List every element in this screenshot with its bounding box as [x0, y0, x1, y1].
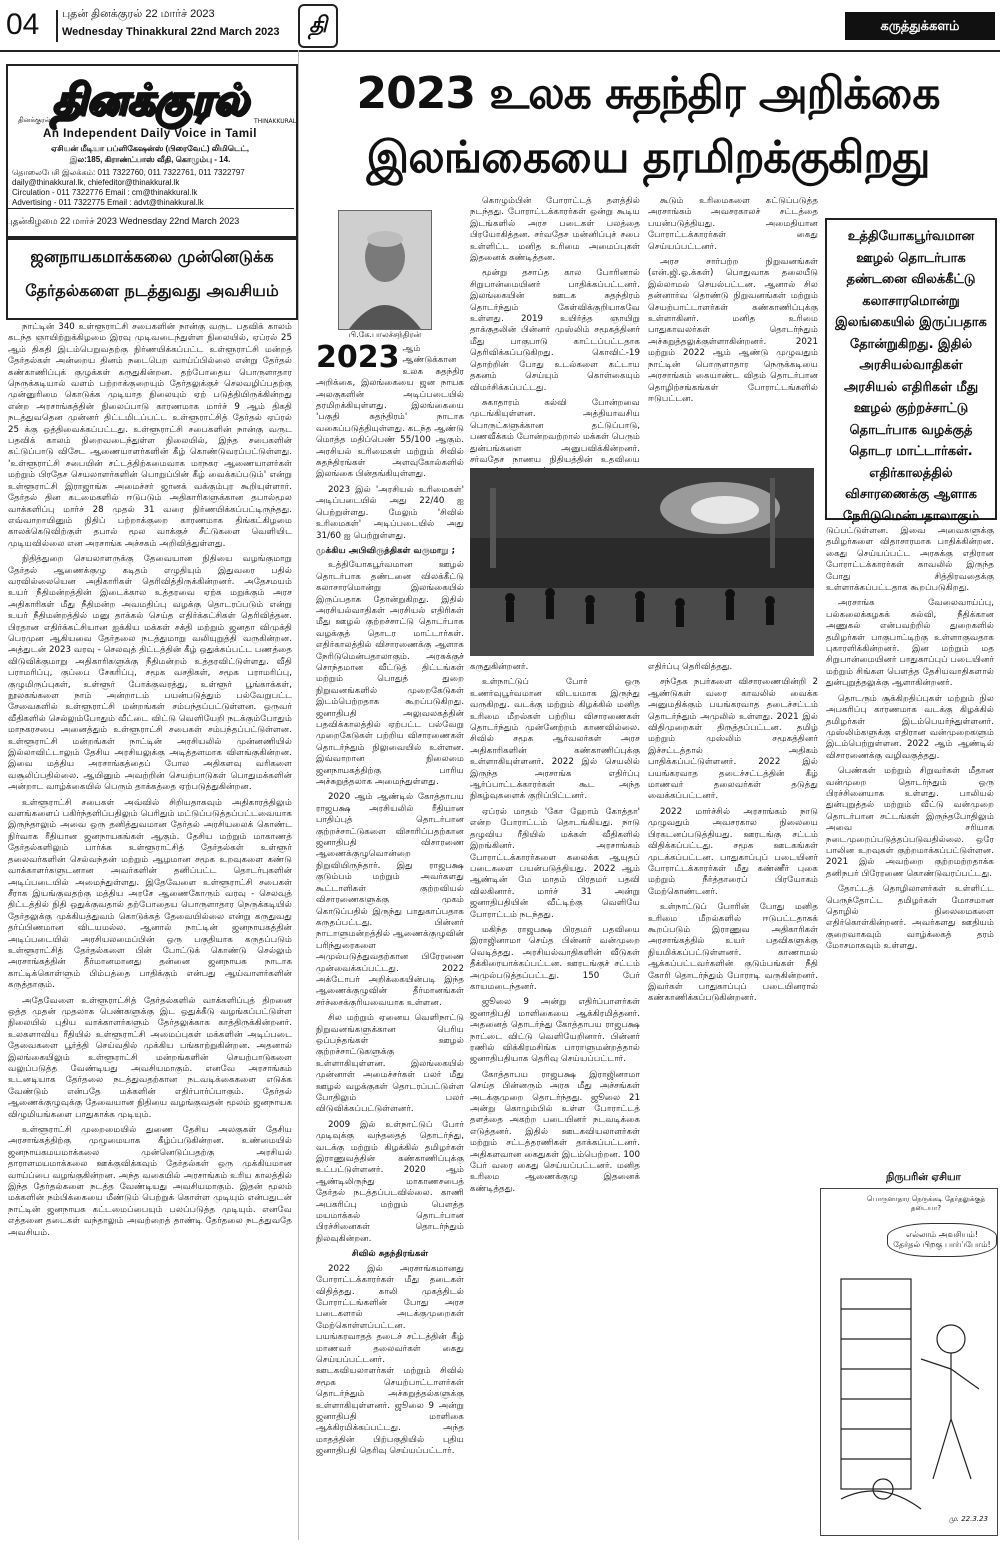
masthead-logo-sub: தினக்குரல் — [18, 116, 51, 124]
column2-paragraph: ஜூலை 9 அன்று எதிர்ப்பாளர்கள் ஜனாதிபதி மாளிகையை ஆக்கிரமித்தனர். அதனைத் தொடர்ந்து கோத்தாபய ராஜபக்ஷ நாட்டை விட்டு வெளியேறினார். பின்னர் ரணில் விக்கிரமசிங்க பாராளுமன்றத்தால் ஜனாதிபதியாக தெரிவு செய்யப்பட்டார். — [470, 997, 640, 1065]
column2-paragraph: கோத்தாபய ராஜபக்ஷ இராஜினாமா செய்த பின்னரும் அரசு மீது அச்சங்கள் அடக்குமுறை தொடர்ந்தது. ஜூலை 21 அன்று கொழும்பில் உள்ள போராட்டத் தளத்தை அகற்ற படையினர் நடவடிக்கை எடுத்தனர். இதில் ஊடகவியலாளர்கள் மற்றும் சட்டத்தரணிகள் தாக்கப்பட்டனர். அதிகளவான கைதுகள் இடம்பெற்றன. 100 பேர் வரை கைது செய்யப்பட்டனர். மனித உரிமை ஆணைக்குழு இதனைக் கண்டித்தது. — [470, 1069, 640, 1194]
headline-line2: இலங்கையை தரமிறக்குகிறது — [366, 132, 930, 183]
address-line: இல:185, கிராண்ட்பாஸ் வீதி, கொழும்பு - 14. — [69, 155, 231, 164]
header-date-english: Wednesday Thinakkural 22nd March 2023 — [62, 26, 280, 38]
column1-intro: ஆம் ஆண்டுக்கான உலக சுதந்திர அறிக்கை, இலங்கையை ஜன நாயக அலகுகளின் அடிப்படையில் தரமிறக்கியுள்ளது. இலங்கையை 'பகுதி சுதந்திரம்' நாடாக வகைப்படுத்தியுள்ளது. கடந்த ஆண்டு மொத்த மதிப்பெண் 55/100 ஆகும். அரசியல் உரிமைகள் மற்றும் சிவில் சுதந்திரங்கள் அளவுகோல்களில் இலங்கை பின்தங்கியுள்ளது. — [316, 344, 464, 480]
column-divider — [298, 50, 299, 1540]
subheading: சிவில் சுதந்திரங்கள் — [351, 1249, 429, 1260]
publisher-line: ஏசியன் மீடியா பப்ளிகேஷன்ஸ் (பிரைவேட்) லிமிடெட், — [51, 144, 249, 153]
masthead-logo: தினக்குரல் — [52, 75, 248, 124]
column2-paragraph: கருதுகின்றனர். — [470, 662, 529, 672]
column1-paragraph: 2023 இல் 'அரசியல் உரிமைகள்' அடிப்படையில் அது 22/40 ஐ பெற்றுள்ளது. மேலும் 'சிவில் உரிமைகள்' அடிப்படையில் அது 31/60 ஐ பெற்றுள்ளது. — [316, 484, 464, 541]
circulation-line: Circulation - 011 7322776 Email : cm@thinakkural.lk — [12, 188, 198, 197]
advertising-line: Advertising - 011 7322775 Email : advt@thinakkural.lk — [12, 198, 204, 207]
cartoon-caption: பொருளாதார நெருக்கடி தேர்தலுக்குத் தடையா? — [866, 1195, 986, 1212]
article-column-3-top — [648, 196, 818, 462]
column3-paragraph: அரச சார்பற்ற நிறுவனங்கள் (என்.ஜி.ஓ.க்கள்) பொதுவாக தலையீடு இல்லாமல் செயல்பட்டன. ஆனால் சில தன்னார்வ தொண்டு நிறுவனங்கள் மற்றும் செயற்பாட்டாளர்கள் கண்காணிப்புக்கு உள்ளாகினர். மனித உரிமை பாதுகாவலர்கள் தொடர்ந்தும் அச்சுறுத்தலுக்குள்ளாகின்றனர். 2021 மற்றும் 2022 ஆம் ஆண்டு முழுவதும் நாட்டின் பொருளாதார நெருக்கடியை அரசாங்கம் கையாண்ட விதம் தொடர்பான தொழிற்சங்கங்கள் போராட்டங்களில் ஈடுபட்டன. — [648, 257, 818, 404]
header-date-tamil: புதன் தினக்குரல் 22 மார்ச் 2023 — [62, 8, 215, 20]
column1-paragraph: உத்தியோகபூர்வமான ஊழல் தொடர்பாக தண்டனை விலக்கீட்டு கலாசாரமொன்று இலங்கையில் இருப்பதாக தோன்றுகிறது. இதில் அரசியல்வாதிகள் அரசியல் எதிரிகள் மீது ஊழல் குற்றச்சாட்டு தொடர்பாக வழக்குத் தொடர மாட்டார்கள். எதிர்காலத்தில் விசாரணைக்கு ஆளாக நேரிடுமென்பதாலாகும். அரசுக்குச் சொந்தமான வீட்டுத் திட்டங்கள் மற்றும் பொதுத் துறை நிறுவனங்களில் முறைகேடுகள் இடம்பெற்றதாக கூறப்படுகிறது. ஜனாதிபதி அலுவலகத்தின் பதவிக்காலத்தில் ஏற்பட்ட பல்வேறு முறைகேடுகள் பற்றிய விசாரணைகள் தொடர்ந்தும் நிலுவையில் உள்ளன. இவ்வாறான நிலைமை ஜனநாயகத்திற்கு பாரிய அச்சுறுத்தலாக அமைந்துள்ளது. — [316, 560, 464, 788]
column3-paragraph: 2022 மார்ச்சில் அரசாங்கம் நாடு முழுவதும் அவசரகால நிலையை பிரகடனப்படுத்தியது. ஊரடங்கு சட்டம் விதிக்கப்பட்டது. சமூக ஊடகங்கள் முடக்கப்பட்டன. பாதுகாப்புப் படையினர் போராட்டக்காரர்கள் மீது கண்ணீர் புகை மற்றும் நீர்த்தாரைப் பிரயோகம் மேற்கொண்டனர். — [648, 806, 818, 897]
column2-paragraph: சுகாதாரம் கல்வி போன்றவை முடங்கியுள்ளன. அத்தியாவசிய பொருட்களுக்கான தட்டுப்பாடு, பணவீக்கம் போன்றவற்றால் மக்கள் பெரும் துன்பங்களை அனுபவிக்கின்றனர். சர்வதேச நாணய நிதியத்தின் உதவியை — [470, 397, 640, 465]
column1-paragraph: 2022 இல் அரசாங்கமானது போராட்டக்காரர்கள் மீது தடைகள் விதித்தது. காலி முகத்திடல் போராட்டங்களின் போது அரச படைகளால் அடக்குமுறைகள் மேற்கொள்ளப்பட்டன. பயங்கரவாதத் தடைச் சட்டத்தின் கீழ் மாணவர் தலைவர்கள் கைது செய்யப்பட்டனர். ஊடகவியலாளர்கள் மற்றும் சிவில் சமூக செயற்பாட்டாளர்கள் தொடர்ந்தும் அச்சுறுத்தல்களுக்கு உள்ளாகியுள்ளனர். ஜூலை 9 அன்று ஜனாதிபதி மாளிகை ஆக்கிரமிக்கப்பட்டது. அந்த மாதத்தின் பிற்பகுதியில் புதிய ஜனாதிபதி தெரிவு செய்யப்பட்டார். — [316, 1263, 464, 1457]
editorial-title-line1: ஜனநாயகமாக்கலை முன்னெடுக்க — [30, 247, 274, 266]
article-column-1 — [316, 340, 464, 1534]
column2-paragraph: மூன்று தசாப்த கால போரினால் சிறுபான்மையினர் பாதிக்கப்பட்டனர். இலங்கையின் ஊடக சுதந்திரம் தொடர்ந்தும் கேள்விக்குறியாகவே உள்ளது. 2019 உயிர்த்த ஞாயிறு தாக்குதலின் பின்னர் முஸ்லிம் சமூகத்தினர் மீது பாகுபாடு காட்டப்பட்டதாக தெரிவிக்கப்படுகிறது. கொவிட்-19 தொற்றின் போது உடல்களை கட்டாய தகனம் செய்யும் கொள்கையும் விமர்சிக்கப்பட்டது. — [470, 268, 640, 393]
editorial-cartoon — [820, 1188, 998, 1536]
column3-paragraph: உள்நாட்டுப் போரின் போது மனித உரிமை மீறல்களில் ஈடுபட்டதாகக் கூறப்படும் இராணுவ அதிகாரிகள் அரசாங்கத்தில் உயர் பதவிகளுக்கு நியமிக்கப்பட்டுள்ளனர். காணாமல் ஆக்கப்பட்டவர்களின் குடும்பங்கள் நீதி கோரி தொடர்ந்தும் போராடி வருகின்றனர். இவர்கள் பாதுகாப்புப் படையினரால் கண்காணிக்கப்படுகின்றனர். — [648, 902, 818, 1004]
pull-quote — [825, 218, 997, 524]
article-column-2-bottom — [470, 662, 640, 1534]
page-number: 04 — [6, 8, 40, 41]
date-bar-text: புதன்கிழமை 22 மார்ச் 2023 Wednesday 22nd March 2023 — [6, 216, 240, 226]
column4-paragraph: தொடரும் சூக்கிறதிப்புகள் மற்றும் நில அபகரிப்பு காரணமாக வடக்கு கிழக்கில் தமிழர்கள் இடம்பெயர்ந்துள்ளனர். முஸ்லிம்களுக்கு எதிரான வன்முறைகளும் இடம்பெற்றுள்ளன. 2022 ஆம் ஆண்டில் விசாரணைக்கு வழிவகுத்தது. — [826, 693, 994, 761]
byline: நிருபரின் ஏசியா — [886, 1172, 961, 1183]
article-column-3-bottom — [648, 662, 818, 1534]
column2-paragraph: ஏப்ரல் மாதம் 'கோ ஹோம் கோத்தா' என்ற போராட்டம் தொடங்கியது. நாடு தழுவிய ரீதியில் மக்கள் வீதிகளில் இறங்கினர். அரசாங்கம் போராட்டக்காரர்களை கலைக்க ஆயுதப் படைகளை பயன்படுத்தியது. 2022 ஆம் ஆண்டின் மே மாதம் பிரதமர் பதவி விலகினார். மார்ச் 31 அன்று ஜனாதிபதியின் வீட்டிற்கு வெளியே போராட்டம் நடந்தது. — [470, 806, 640, 920]
column1-paragraph: சில மற்றும் ஏனைய வெளிநாட்டு நிறுவனங்களுக்கான பெரிய ஒப்பந்தங்கள் ஊழல் குற்றச்சாட்டுகளுக்கு உள்ளாகியுள்ளன. இலங்கையில் முன்னாள் அமைச்சர்கள் பலர் மீது ஊழல் வழக்குகள் தொடரப்பட்டுள்ள போதிலும் பலர் விடுவிக்கப்பட்டுள்ளனர். — [316, 1013, 464, 1115]
editorial-paragraph: நாட்டின் 340 உள்ளூராட்சி சபைகளின் நான்கு வருட பதவிக் காலம் கடந்த ஞாயிற்றுக்கிழமை இரவு முடிவடைந்துள்ள நிலையில், ஏப்ரல் 25 ஆம் திகதி இடம்பெறுவதற்கு நிர்ணயிக்கப்பட்ட உள்ளூராட்சி மன்றத் தேர்தல்கள் அன்றைய தினம் நடைபெற வாய்ப்பில்லை என்று தேர்தல் கண்காணிப்புக் குழுக்கள் கருதுகின்றன. தற்போதைய பொருளாதார நெருக்கடியால் வளம் பற்றாக்குறையும் தேர்தலுக்குச் செலவழிப்பதற்கு முன்னுரிமை கொடுக்க முடியாத நிலையும் ஏற் படுத்தியிருக்கின்றது என்ற அரசாங்கத்தின் நிலைப்பாடு காரணமாக மார்ச் 9 ஆம் திகதி நடத்துவதென முன்னர் திட்டமிடப்பட்ட உள்ளூராட்சித் தேர்தல் ஏப்ரல் 25 க்கு ஒத்திவைக்கப்பட்டது. உள்ளூராட்சி சபைகளின் நான்கு வருட பதவிக் காலம் நிறைவடைந்துள்ள நிலையில், இந்த சபைகளின் கட்டுப்பாடு விசேட ஆணையாளர்களின் கீழ் கொண்டுவரப்பட்டுள்ளது. 'உள்ளூராட்சி சபையின் சட்டத்திற்கமைவாக மாநகர ஆணையாளர்கள் மற்றும் பிரதேச செயலாளர்களின் பொறுப்பின் கீழ் வைக்கப்படும்' என்று உள்ளூராட்சி இராஜாங்க அமைச்சர் ஜானக் வக்கும்புர கூறியுள்ளார். தேர்தல் தின கடமைகளில் ஈடுபடும் அதிகாரிகளுக்கான தபால்மூல வாக்களிப்பு மார்ச் 28 முதல் 31 வரை நிர்ணயிக்கப்பட்டிருந்தது. எவ்வாறாயினும் நிதிப் பற்றாக்குறை காரணமாக திங்கட்கிழமை காலக்கெடுவிற்குள் தபால் மூல வாக்குச் சீட்டுகளை வெளியிட முடியவில்லை என அரசாங்க அச்சகம் அறிவித்துள்ளது. — [8, 322, 292, 549]
article-column-2-top — [470, 196, 640, 465]
editorial-body — [8, 322, 292, 1532]
section-label: கருத்துக்களம் — [845, 12, 995, 40]
column1-paragraph: 2020 ஆம் ஆண்டில் கோத்தாபய ராஜபக்ஷ அரசியலில் ரீதியான பாதிப்புத் தொடர்பான குற்றச்சாட்டுகளை விசாரிப்பதற்கான ஜனாதிபதி விசாரணை ஆணைக்குழுவொன்றை நிறுவியிருந்தார். இது ராஜபக்ஷ குடும்பம் மற்றும் அவர்களது கூட்டாளிகள் குற்றவியல் விசாரணைகளுக்கு முகம் கொடுப்பதில் இருந்து பாதுகாப்பதாக கருதப்பட்டது. பின்னர் நாடாளுமன்றத்தில் ஆணைக்குழுவின் பரிந்துரைகளை அமுல்படுத்துவதற்கான பிரேரணை முன்வைக்கப்பட்டது. 2022 அக்டோபர் அறிக்கையின்படி இந்த ஆணைக்குழுவின் தீர்மானங்கள் சர்ச்சைக்குரியவையாக உள்ளன. — [316, 792, 464, 1008]
protest-photo — [470, 468, 814, 656]
masthead-logo-sub-en: THINAKKURAL — [254, 118, 297, 125]
masthead-tagline: An Independent Daily Voice in Tamil — [43, 128, 257, 140]
headline-line1: 2023 உலக சுதந்திர அறிக்கை — [356, 68, 940, 119]
editorial-paragraph: அதேவேளை உள்ளூராட்சித் தேர்தல்களில் வாக்களிப்புத் திறனை ஒத்த முதன் முதலாக பெண்களுக்கு இட ஒதுக்கீடு வழங்கப்பட்டுள்ள நிலையில் புதிய வாக்காளர்களும் தேர்தலுக்காக காத்திருக்கின்றனர். உலகளாவிய ரீதியில் உள்ளூராட்சி அமைப்புகள் மக்களின் அடிப்படை தேவைகளை பூர்த்தி செய்வதில் முக்கிய பங்காற்றுகின்றன. அதனால் இலங்கையிலும் உள்ளூராட்சி மன்றங்களின் செயற்பாடுகளை வலுப்படுத்த வேண்டியது அவசியமாகும். எனவே அரசாங்கம் உடனடியாக தேர்தலை நடத்துவதற்கான நடவடிக்கைகளை எடுக்க வேண்டும் என்பதே மக்களின் எதிர்பார்ப்பாகும். தேர்தல் ஆணைக்குழுவுக்கு தேவையான நிதியை வழங்குவதன் மூலம் ஜனநாயக விழுமியங்களை பாதுகாக்க முடியும். — [8, 995, 292, 1120]
email-line: daily@thinakkural.lk, chiefeditor@thinakkural.lk — [12, 178, 180, 187]
date-bar — [6, 208, 294, 233]
phone-line: தொலைபேசி இலக்கம்: 011 7322760, 011 7322761, 011 7322797 — [12, 168, 245, 177]
author-name: பி.கே.பாலச்சந்திரன் — [348, 330, 422, 339]
column1-paragraph: 2009 இல் உள்நாட்டுப் போர் முடிவுக்கு வந்ததைத் தொடர்ந்து, வடக்கு மற்றும் கிழக்கில் தமிழர்கள் இராணுவத்தின் கண்காணிப்புக்கு உட்பட்டுள்ளனர். 2020 ஆம் ஆண்டிலிருந்து மாகாணசபைத் தேர்தல் நடத்தப்படவில்லை. காணி அபகரிப்பு மற்றும் பௌத்த மயமாக்கல் தொடர்பான பிரச்சினைகள் தொடர்ந்தும் நிலவுகின்றன. — [316, 1119, 464, 1244]
pull-quote-text: உத்தியோகபூர்வமான ஊழல் தொடர்பாக தண்டனை விலக்கீட்டு கலாசாரமொன்று இலங்கையில் இருப்பதாக தோன்றுகிறது. இதில் அரசியல்வாதிகள் அரசியல் எதிரிகள் மீது ஊழல் குற்றச்சாட்டு தொடர்பாக வழக்குத் தொடர மாட்டார்கள். எதிர்காலத்தில் விசாரணைக்கு ஆளாக நேரிடுமென்பதாலாகும் — [835, 229, 987, 524]
column3-paragraph: எதிர்ப்பு தெரிவித்தது. — [648, 662, 733, 672]
author-photo — [338, 210, 432, 330]
column2-paragraph: உள்நாட்டுப் போர் ஒரு உணர்வுபூர்வமான விடயமாக இருந்து வருகிறது. வடக்கு மற்றும் கிழக்கில் மனித உரிமை மீறல்கள் பற்றிய விசாரணைகள் தொடர்ந்தும் முன்னேற்றம் காணவில்லை. சிவில் சமூக ஆர்வலர்கள் அரச அதிகாரிகளின் கண்காணிப்புக்கு உள்ளாகியுள்ளனர். 2022 இல் செயலில் இருந்த அரசாங்க எதிர்ப்பு ஆர்ப்பாட்டக்காரர்கள் கூட அந்த நிகழ்வுகளைக் குறிப்பிட்டனர். — [470, 677, 640, 802]
editorial-paragraph: உள்ளூராட்சி முறைமையில் துணை தேசிய அலகுகள் தேசிய அரசாங்கத்திற்கு முழுமையாக கீழ்ப்படுகின்றன. உண்மையில் ஜனநாயகமயமாக்கலை முன்னெடுப்பதற்கு அரசியல் தாராளமயமாக்கலை ஊக்குவிக்கவும் தேர்தல்கள் ஒரு முக்கியமான வாய்ப்பை வழங்குகின்றன. அந்த வகையில் அரசாங்கம் உரிய காலத்தில் இந்த தேர்தல்களை நடத்த வேண்டியது அவசியமாகும். இதன் மூலம் மக்களின் நம்பிக்கையை மீண்டும் பெற்றுக் கொள்ள முடியும் என்பதுடன் நாட்டின் ஜனநாயக கட்டமைப்பையும் பலப்படுத்த முடியும். எனவே எத்தனை தடைகள் வந்தாலும் அவற்றைத் தாண்டி தேர்தலை நடத்துவதே அவசியம். — [8, 1125, 292, 1238]
small-logo-icon: தி — [298, 4, 338, 48]
cartoon-signature: மு. 22.3.23 — [949, 1515, 988, 1523]
dropcap: 2023 — [316, 340, 400, 375]
editorial-title-box — [6, 238, 298, 320]
article-column-4 — [826, 526, 994, 1166]
article-headline — [300, 62, 996, 192]
page-number-divider — [56, 10, 58, 42]
editorial-paragraph: நிதித்துறை செயலாளருக்கு தேவையான நிதியை வழங்குமாறு தேர்தல் ஆணைக்குழு கடிதம் எழுதியும் இதுவரை பதில் வரவில்லையென அதிகாரிகள் தெரிவித்திருக்கின்றனர். அதேசமயம் உயர் நீதிமன்றத்தின் இடைக்கால உத்தரவை ஏற்க மறுக்கும் அரச அதிகாரிகள் மீது நீதிமன்ற அவமதிப்பு வழக்கு தொடரப்படும் என்று உயர் நீதிமன்றத்தில் மனு தாக்கல் செய்த எதிர்க்கட்சிகள் தெரிவித்தன. பிரதான எதிர்க்கட்சியான ஐக்கிய மக்கள் சக்தி மற்றும் ஜனதா விமுக்தி பெரமுன ஆகியவை தேர்தலை நடத்துமாறு வலியுறுத்தி வருகின்றன. அத்துடன் 2023 வரவு - செலவுத் திட்டத்தின் கீழ் ஒதுக்கப்பட்ட பணத்தை விடுவிக்குமாறு அதிகாரிகளுக்கு நீதிமன்றம் உத்தரவிட்டுள்ளது. வீதி பராமரிப்பு, குப்பை சேகரிப்பு, சமூக வசதிகள், சமூக பராமரிப்பு, குழுமிருப்புகள், உள்ளூர் போக்குவரத்து, உள்ளூர் பூங்காக்கள், நூலகங்களை நாம் அன்றாடம் பயன்படுத்தும் பல்வேறுபட்ட சேவைகளில் உள்ளூராட்சி மன்றங்கள் சம்பந்தப்பட்டுள்ளன. ஒருவர் வீதிகளில் செல்லும்போதும் வீட்டை விட்டு வெளியேறி நடக்கும்போதும் மாநகரசபை அனைத்தும் உள்ளூராட்சி சபைகள் சம்பந்தப்பட்டுள்ளன. உள்ளூராட்சி மன்றங்கள் நாட்டின் அரசியலில் முன்னணியில் இல்லாவிட்டாலும் தேசிய அரசியலுக்கு அடித்தளமாக விளங்குகின்றன. இவை மத்திய அரசாங்கத்தைப் போல அதிகளவு வரிகளை வசூலிப்பதில்லை. ஆயினும் அவற்றின் செயற்பாடுகள் பொதுமக்களின் அன்றாட வாழ்க்கையில் பெரும் தாக்கத்தை ஏற்படுத்துகின்றன. — [8, 554, 292, 793]
subheading: முக்கிய அபிவிருத்திகள் வருமாறு ; — [316, 545, 456, 556]
column4-paragraph: தோட்டத் தொழிலாளர்கள் உள்ளிட்ட பெருந்தோட்ட தமிழர்கள் மோசமான தொழில் நிலைமைகளை எதிர்கொள்கின்றனர். அவர்களது ஊதியம் குறைவாகவும் வாழ்க்கைத் தரம் மோசமாகவும் உள்ளது. — [826, 884, 994, 952]
editorial-paragraph: உள்ளூராட்சி சபைகள் அவ்வில் சிறியதாகவும் அதிகாரத்திலும் வளங்களைப் பகிர்ந்தளிப்பதிலும் பெரிதும் மட்டுப்படுத்தப்பட்டவையாக இருந்தாலும் அவை ஒரு தனித்துவமான தேர்தல் அரசியலைக் கொண்ட நிர்வாக ரீதியான ஜனநாயகங்கள் ஆகும். தேசிய மற்றும் மாகாணத் தேர்தல்களிலும் பார்க்க உள்ளூராட்சித் தேர்தல்கள் உள்ளூர் தலைவர்களின் செல்வந்தன் மற்றும் ஆழமான சமூக உறவுகளை கண்டு வாக்காளர்களுடனான அவர்களின் தனிப்பட்ட தொடர்புகளின் அடிப்படையில் அமைந்துள்ளது. இதேவேளை உள்ளூராட்சி சபைகள் சீராக இயங்குவதற்கு மத்திய அரசே ஆணைகோரும் வரவு - செலவுத் திட்டத்தில் நிதி ஒதுக்குவதால் தற்போதைய பொருளாதார நெருக்கடியில் தேர்தலுக்கு முக்கியத்துவம் கொடுக்கத் தேவையில்லை என்று கருதுவது தர்ப்பிணமான விடயமல்ல. ஆனால் நாட்டின் ஜனநாயகத்தின் அடிப்படையில் அரசியலமைப்பின் ஒரு பகுதியாக கருதப்படும் உள்ளூராட்சித் தேர்தல்களை பின் போட்டுக் கொண்டு செல்லும் அரசாங்கத்தின் தீர்மானமானது தன்னை ஜனநாயக நாடாக காட்டிக்கொள்ளும் பிம்பத்தை பாதிக்கும் என்பது ஆய்வாளர்களின் கருத்தாகும். — [8, 797, 292, 991]
column2-paragraph: மகிந்த ராஜபக்ஷ பிரதமர் பதவியை இராஜினாமா செய்த பின்னர் வன்முறை வெடித்தது. அரசியல்வாதிகளின் வீடுகள் தீக்கிரையாக்கப்பட்டன. ஊரடங்குச் சட்டம் அமுல்படுத்தப்பட்டது. 150 பேர் காயமடைந்தனர். — [470, 924, 640, 992]
column4-paragraph: பெண்கள் மற்றும் சிறுவர்கள் மீதான வன்முறை தொடர்ந்தும் ஒரு பிரச்சினையாக உள்ளது. பாலியல் துன்புறுத்தல் மற்றும் வீட்டு வன்முறை தொடர்பான சட்டங்கள் இருந்தபோதிலும் அவை சரியாக நடைமுறைப்படுத்தப்படுவதில்லை. ஒரே பாலின உறவுகள் குற்றமாக்கப்பட்டுள்ளன. 2021 இல் அவற்றை குற்றமற்றதாக்க தனிநபர் பிரேரணை கொண்டுவரப்பட்டது. — [826, 766, 994, 879]
column4-paragraph: டுப்பட்டுள்ளன. இவை அவைகளுக்கு தமிழர்களை விதாசாரமாக பாதிக்கின்றன. கைது செய்யப்பட்ட அரசுக்கு எதிரான போராட்டக்காரர்கள் காவலில் இருந்த போது சித்திரவதைக்கு உள்ளாக்கப்பட்டதாக கூறப்படுகிறது. — [826, 526, 994, 594]
column2-paragraph: கொழும்பின் போராட்டத் தளத்தில் நடந்தது. போராட்டக்காரர்கள் ஒன்று கூடிய இடங்களில் அரச படைகள் பலத்தை பிரயோகித்தன. சர்வதேச மன்னிப்புச் சபை உள்ளிட்ட மனித உரிமை அமைப்புகள் இதனைக் கண்டித்தன. — [470, 196, 640, 264]
editorial-title-line2: தேர்தல்களை நடத்துவது அவசியம் — [25, 281, 279, 300]
column3-paragraph: கூடும் உரிமைகளை கட்டுப்படுத்த அரசாங்கம் அவசரகாலச் சட்டத்தை பயன்படுத்தியது. அமைதியான போராட்டக்காரர்கள் கைது செய்யப்பட்டனர். — [648, 196, 818, 252]
column4-paragraph: அரசாங்க வேலைவாய்ப்பு, பல்கலைக்கழகக் கல்வி, நீதிக்கான அணுகல் என்பவற்றில் துறைகளில் தமிழர்கள் பாகுபாட்டிற்கு உள்ளாகுவதாக புகாரளிக்கின்றனர். இன மற்றும் மத சிறுபான்மையினர் பாதுகாப்புப் படையினர் மற்றும் சிங்கள பௌத்த தேசியவாதிகளால் துன்புறுத்தலுக்கு ஆளாகின்றனர். — [826, 598, 994, 689]
cartoon-speech-bubble: எல்லாம் அவசியம்! தேர்தல் பிறகு பார்ப்போம்! — [887, 1223, 997, 1257]
column3-paragraph: சந்தேக நபர்களை விசாரணையின்றி 2 ஆண்டுகள் வரை காவலில் வைக்க அனுமதிக்கும் பயங்கரவாத தடைச்சட்டம் தொடர்ந்தும் அமுலில் உள்ளது. 2021 இல் விதிமுறைகள் திருத்தப்பட்டன. தமிழ் மற்றும் முஸ்லிம் சமூகத்தினர் இச்சட்டத்தால் அதிகம் பாதிக்கப்பட்டுள்ளனர். 2022 இல் பயங்கரவாத தடைச்சட்டத்தின் கீழ் மாணவர் தலைவர்கள் தடுத்து வைக்கப்பட்டனர். — [648, 677, 818, 802]
